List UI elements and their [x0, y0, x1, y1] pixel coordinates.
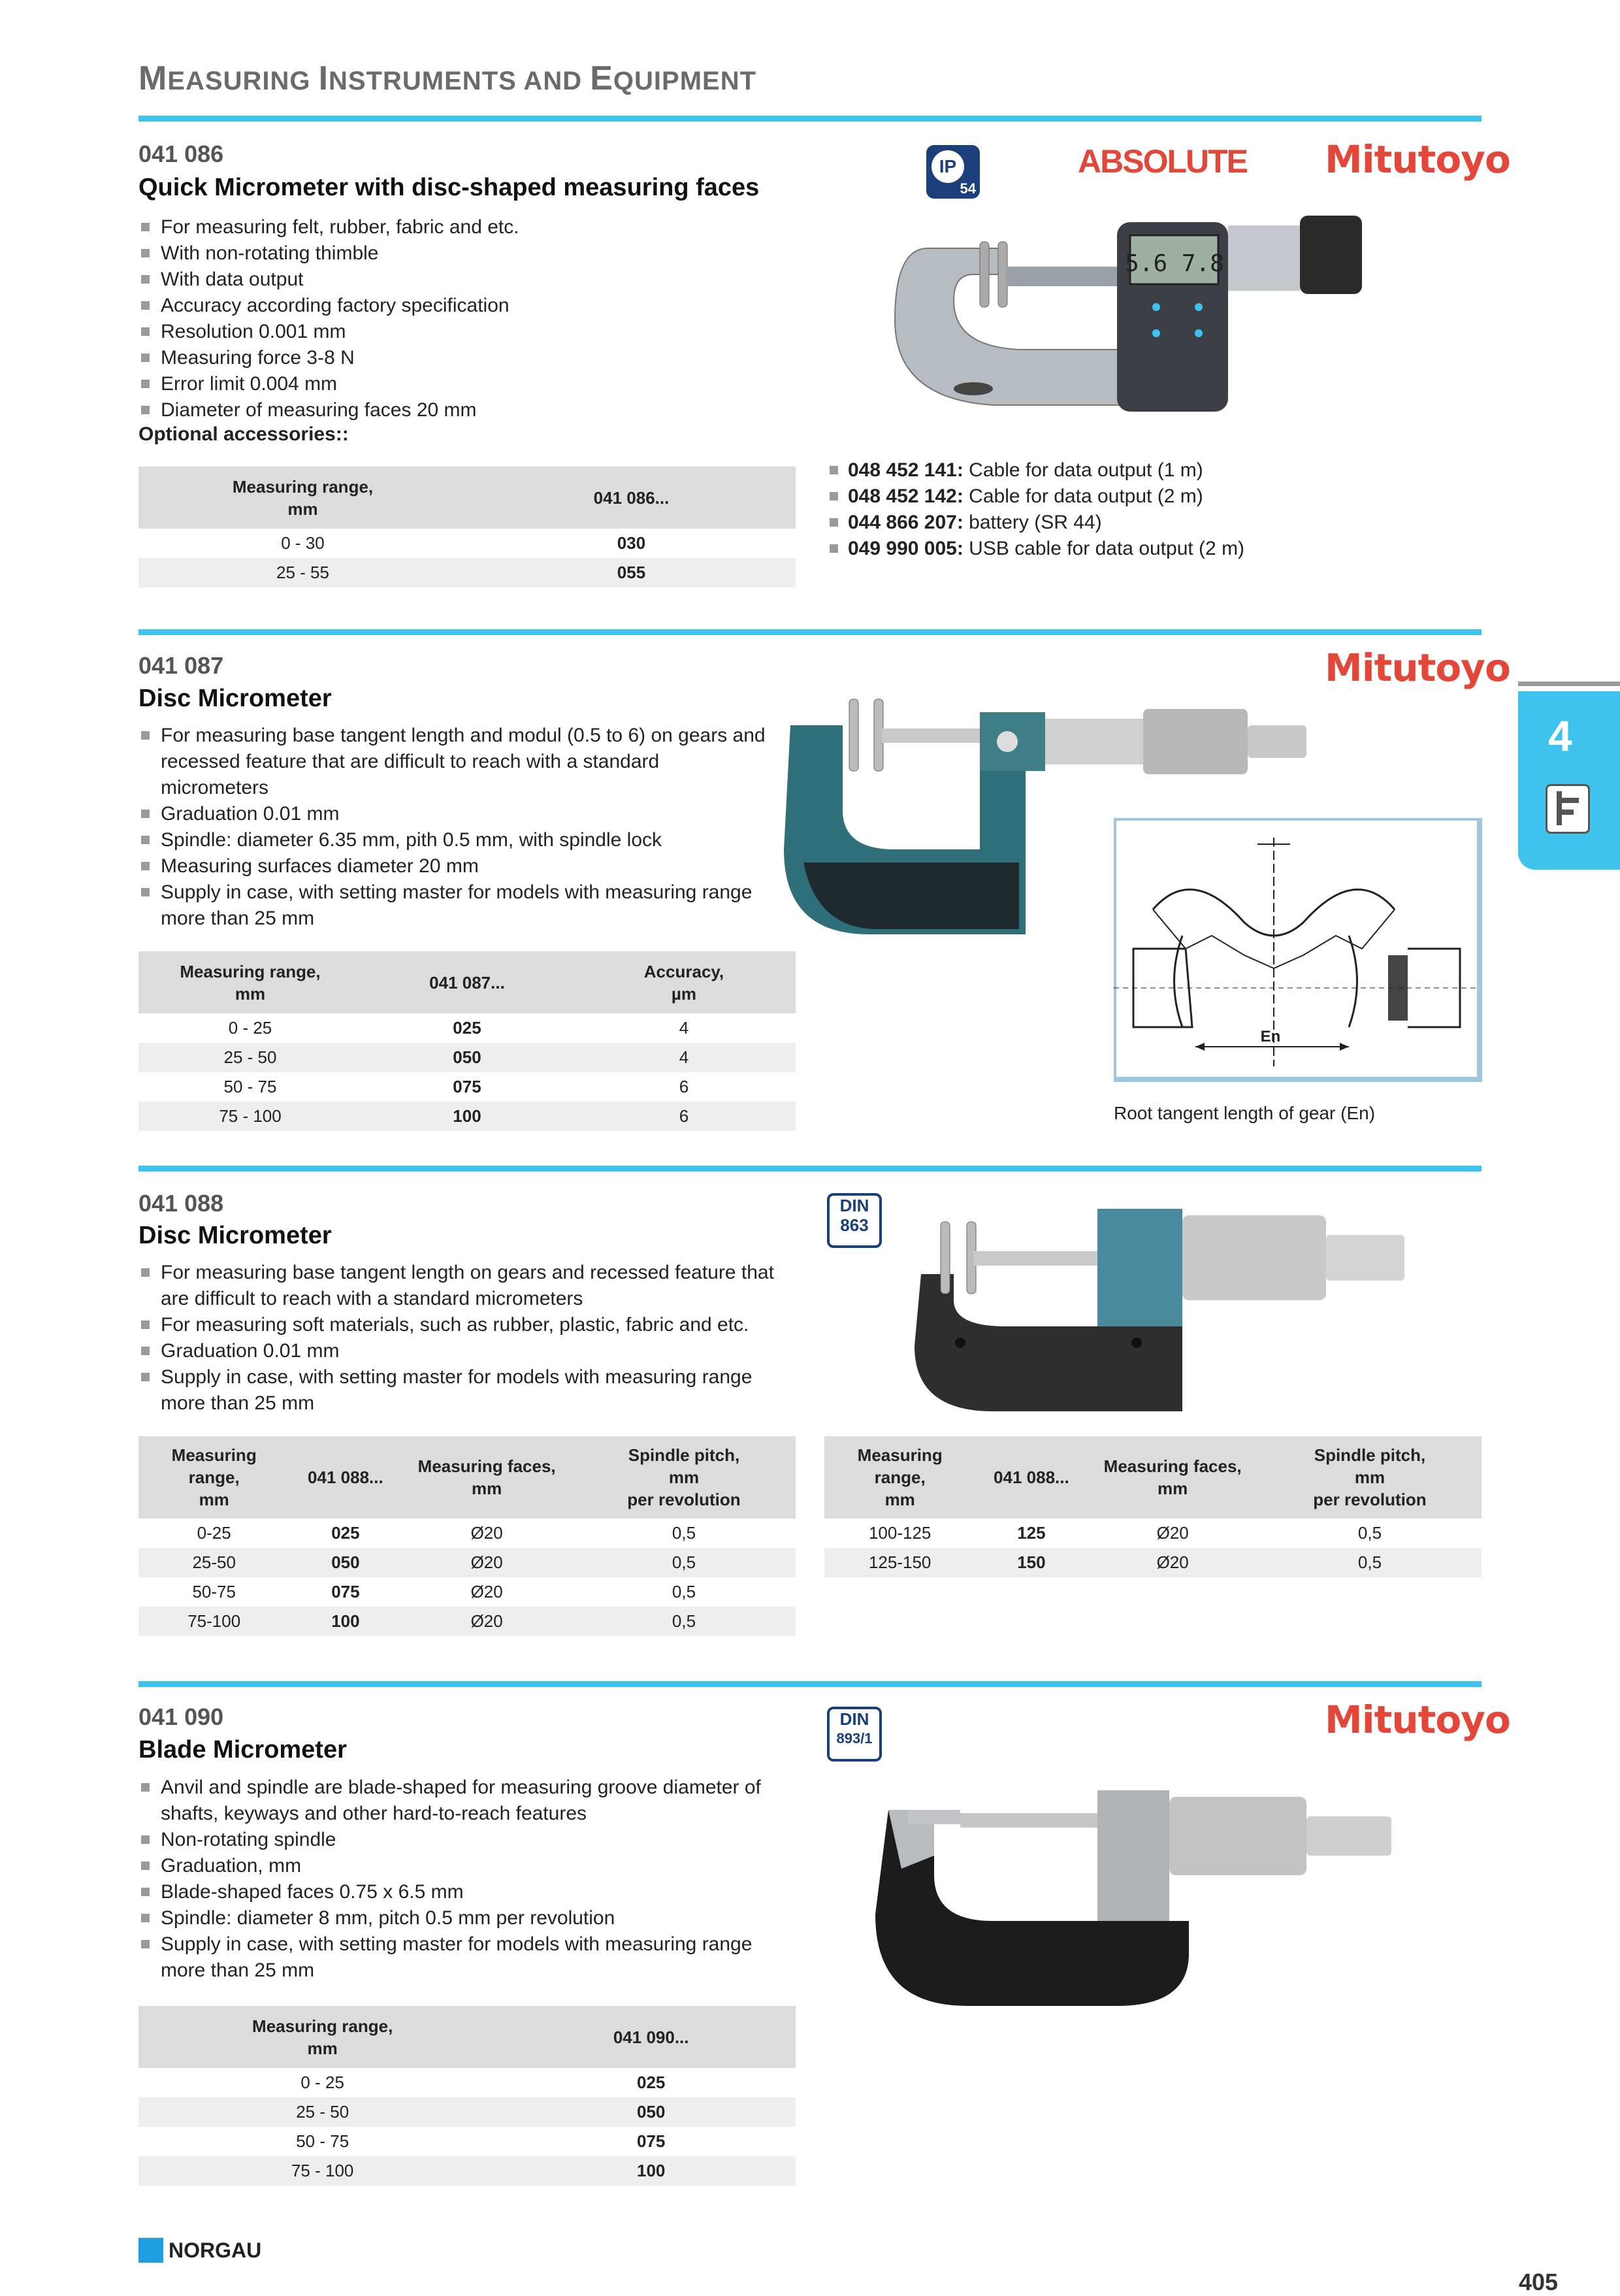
table-row: 75 - 100 100 6 — [138, 1102, 796, 1131]
feature-item: Blade-shaped faces 0.75 x 6.5 mm — [138, 1879, 766, 1905]
section-rule — [138, 1681, 1482, 1687]
section-rule — [138, 629, 1482, 635]
brand-logo-square — [138, 2238, 163, 2263]
footer-brand: NORGAU — [138, 2238, 261, 2263]
product-code: 041 086 — [138, 140, 224, 167]
din-badge: DIN 893/1 — [827, 1707, 882, 1762]
din-badge: DIN 863 — [827, 1193, 882, 1248]
product-table: Measuring range, mm 041 088... Measuring faces, mm Spindle pitch, mm per revolution 100-125 125 Ø20 0,5 125-150 150 Ø20 0,5 — [824, 1436, 1482, 1577]
product-table: Measuring range, mm 041 086... 0 - 30 030 25 - 55 055 — [138, 467, 796, 587]
table-row: 0 - 30 030 — [281, 533, 646, 553]
product-code: 041 090 — [138, 1703, 224, 1730]
ip54-badge: IP 54 — [926, 145, 980, 199]
feature-item: Spindle: diameter 6.35 mm, pith 0.5 mm, with spindle lock — [138, 827, 766, 853]
display-reading: 5.6 7.8 — [1125, 250, 1224, 277]
en-label: En — [1260, 1028, 1281, 1045]
table-row: 25 - 50 050 4 — [138, 1043, 796, 1072]
absolute-logo: ABSOLUTE — [1078, 143, 1247, 180]
feature-list — [138, 723, 766, 932]
mitutoyo-logo: Mitutoyo — [1325, 137, 1510, 182]
feature-item: Graduation 0.01 mm — [138, 801, 766, 827]
table-row: 50 - 75 075 — [296, 2131, 666, 2151]
blade-micrometer-image — [862, 1771, 1476, 2019]
feature-item: Graduation 0.01 mm — [138, 1338, 792, 1364]
table-row: 0 - 25 025 — [300, 2073, 666, 2092]
feature-item: Accuracy according factory specification — [138, 293, 792, 319]
feature-item: Resolution 0.001 mm — [138, 319, 792, 345]
mitutoyo-logo: Mitutoyo — [1325, 646, 1510, 690]
feature-item: For measuring soft materials, such as rubber, plastic, fabric and etc. — [138, 1312, 792, 1338]
product-code: 041 088 — [138, 1190, 224, 1217]
table-row: 0 - 25 025 4 — [228, 1018, 689, 1038]
feature-item: With data output — [138, 267, 792, 293]
feature-item: For measuring base tangent length and modul (0.5 to 6) on gears and recessed feature that are difficult to reach with a standard micrometers — [138, 723, 766, 801]
diagram-caption: Root tangent length of gear (En) — [1114, 1103, 1376, 1123]
chapter-number: 4 — [1548, 712, 1572, 760]
table-row: 125-150 150 Ø20 0,5 — [824, 1548, 1482, 1577]
feature-item: Spindle: diameter 8 mm, pitch 0.5 mm per revolution — [138, 1905, 766, 1931]
accessory-list: 048 452 141: Cable for data output (1 m) 048 452 142: Cable for data output (2 m) 044 866 207: battery (SR 44) 049 990 005: USB cable for data output (2 m) — [828, 457, 1244, 562]
product-title: Disc Micrometer — [138, 685, 332, 712]
product-title: Blade Micrometer — [138, 1736, 347, 1763]
feature-item: Supply in case, with setting master for models with measuring range more than 25 mm — [138, 1931, 766, 1984]
feature-list — [138, 1775, 766, 1984]
product-table: Measuring range, mm 041 087... Accuracy, µm 0 - 25 025 4 25 - 50 050 4 50 - 75 075 6 75 - 100 100 6 — [138, 951, 796, 1131]
table-row: 75-100 100 Ø20 0,5 — [138, 1607, 796, 1636]
product-code: 041 087 — [138, 652, 224, 679]
feature-item: Measuring force 3-8 N — [138, 345, 792, 371]
page-title: MEASURING INSTRUMENTS AND EQUIPMENT — [138, 59, 757, 97]
feature-item: Diameter of measuring faces 20 mm — [138, 397, 792, 423]
feature-item: For measuring felt, rubber, fabric and etc. — [138, 214, 792, 240]
mitutoyo-logo: Mitutoyo — [1325, 1697, 1510, 1742]
optional-accessories-label: Optional accessories:: — [138, 423, 349, 445]
feature-item: With non-rotating thimble — [138, 240, 792, 267]
product-table: Measuring range, mm 041 088... Measuring faces, mm Spindle pitch, mm per revolution 0-25 025 Ø20 0,5 25-50 050 Ø20 0,5 50-75 075 Ø20 0,5 75-100 100 Ø20 0,5 — [138, 1436, 796, 1636]
table-row: 25 - 55 055 — [138, 558, 796, 587]
feature-item: Non-rotating spindle — [138, 1827, 766, 1853]
product-table: Measuring range, mm 041 090... 0 - 25 025 25 - 50 050 50 - 75 075 75 - 100 100 — [138, 2006, 796, 2186]
quick-micrometer-image — [882, 209, 1470, 431]
caliper-icon — [1546, 784, 1590, 834]
table-row: 25 - 50 050 — [138, 2097, 796, 2127]
table-row: 50-75 075 Ø20 0,5 — [192, 1582, 696, 1601]
table-row: 100-125 125 Ø20 0,5 — [868, 1523, 1382, 1543]
feature-list — [138, 1260, 792, 1417]
product-title: Disc Micrometer — [138, 1222, 332, 1249]
feature-item: Supply in case, with setting master for models with measuring range more than 25 mm — [138, 879, 766, 932]
disc-micrometer-image — [901, 1189, 1457, 1418]
table-row: 0-25 025 Ø20 0,5 — [197, 1523, 696, 1543]
header-rule — [138, 116, 1482, 122]
feature-item: Graduation, mm — [138, 1853, 766, 1879]
feature-list — [138, 214, 792, 423]
chapter-tab-line — [1518, 681, 1620, 686]
product-title: Quick Micrometer with disc-shaped measuring faces — [138, 174, 760, 201]
feature-item: Supply in case, with setting master for models with measuring range more than 25 mm — [138, 1364, 792, 1417]
feature-item: Measuring surfaces diameter 20 mm — [138, 853, 766, 879]
gear-tangent-diagram — [1114, 818, 1486, 1085]
feature-item: For measuring base tangent length on gears and recessed feature that are difficult to reach with a standard micrometers — [138, 1260, 792, 1312]
table-row: 50 - 75 075 6 — [223, 1077, 689, 1096]
page-number: 405 — [1519, 2269, 1559, 2295]
table-row: 25-50 050 Ø20 0,5 — [138, 1548, 796, 1577]
feature-item: Error limit 0.004 mm — [138, 371, 792, 397]
table-row: 75 - 100 100 — [138, 2156, 796, 2186]
section-rule — [138, 1166, 1482, 1172]
feature-item: Anvil and spindle are blade-shaped for measuring groove diameter of shafts, keyways and other hard-to-reach features — [138, 1775, 766, 1827]
